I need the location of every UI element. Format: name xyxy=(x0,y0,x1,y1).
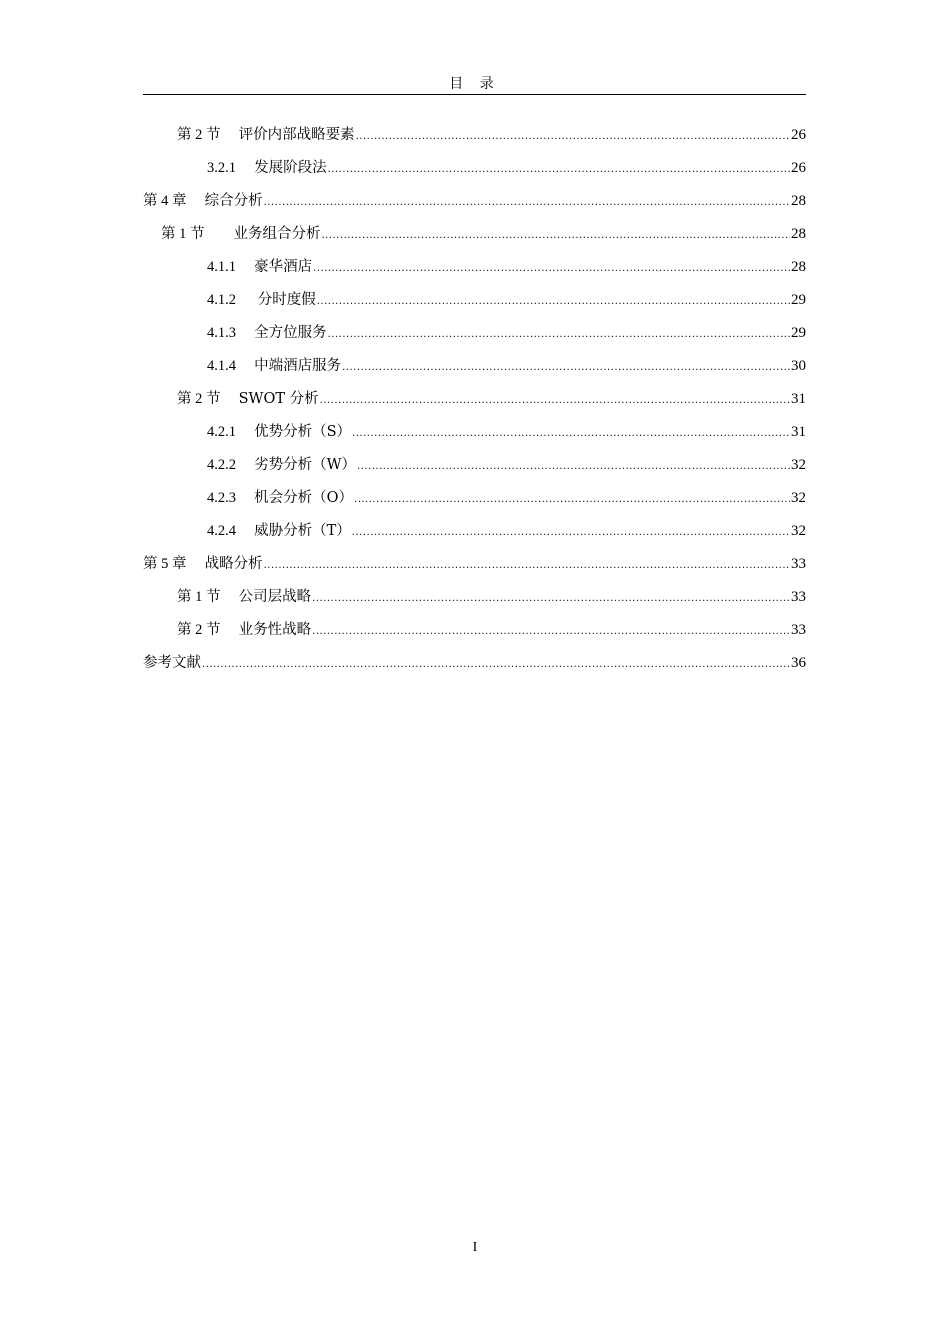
toc-entry-title: 机会分析（O） xyxy=(254,490,354,506)
toc-entry-page: 28 xyxy=(791,226,806,242)
toc-entry-gap xyxy=(236,157,254,179)
toc-entry-number: 4.1.3 xyxy=(207,325,236,341)
toc-entry-title: 优势分析（S） xyxy=(254,424,352,440)
toc-entry-gap xyxy=(236,520,254,542)
toc-entry-page: 28 xyxy=(791,259,806,275)
toc-dot-leader xyxy=(352,522,790,544)
toc-entry-gap xyxy=(236,487,254,509)
toc-entry[interactable] xyxy=(143,586,806,619)
toc-entry-title: 全方位服务 xyxy=(254,325,327,341)
toc-entry-page: 28 xyxy=(791,193,806,209)
toc-dot-leader xyxy=(357,456,790,478)
toc-entry-title: 豪华酒店 xyxy=(254,259,313,275)
toc-entry-title: 业务组合分析 xyxy=(233,226,321,242)
toc-entry-number: 第 1 节 xyxy=(161,226,205,242)
toc-entry-page: 33 xyxy=(791,589,806,605)
toc-dot-leader xyxy=(356,126,790,148)
toc-dot-leader xyxy=(320,390,790,412)
toc-entry-title: 参考文献 xyxy=(143,655,201,671)
toc-entry-page: 31 xyxy=(791,391,806,407)
toc-entry[interactable] xyxy=(143,190,806,223)
toc-entry-page: 32 xyxy=(791,523,806,539)
toc-entry[interactable] xyxy=(143,619,806,652)
toc-entry-title: 公司层战略 xyxy=(238,589,312,605)
toc-entry-gap xyxy=(187,553,205,575)
toc-dot-leader xyxy=(312,621,790,643)
toc-entry-number: 4.1.4 xyxy=(207,358,236,374)
header-rule xyxy=(143,94,806,95)
toc-entry-number: 3.2.1 xyxy=(207,160,236,176)
toc-entry[interactable] xyxy=(143,421,806,454)
toc-entry-gap xyxy=(236,355,254,377)
toc-entry[interactable] xyxy=(143,553,806,586)
toc-entry-number: 4.1.1 xyxy=(207,259,236,275)
toc-dot-leader xyxy=(312,588,790,610)
toc-entry-gap xyxy=(236,256,254,278)
toc-entry-number: 4.2.2 xyxy=(207,457,236,473)
toc-entry-gap xyxy=(236,322,254,344)
toc-entry-page: 33 xyxy=(791,556,806,572)
toc-entry[interactable] xyxy=(143,520,806,553)
toc-entry-page: 32 xyxy=(791,490,806,506)
toc-entry-number: 4.2.1 xyxy=(207,424,236,440)
toc-dot-leader xyxy=(264,192,790,214)
toc-entry-gap xyxy=(187,190,205,212)
toc-entry[interactable] xyxy=(143,454,806,487)
toc-entry-number: 4.2.4 xyxy=(207,523,236,539)
toc-entry-title: 分时度假 xyxy=(257,292,316,308)
toc-entry-page: 36 xyxy=(791,655,806,671)
toc-dot-leader xyxy=(352,423,790,445)
toc-entry-number: 4.1.2 xyxy=(207,292,236,308)
toc-entry-page: 31 xyxy=(791,424,806,440)
toc-dot-leader xyxy=(354,489,790,511)
toc-entry-gap xyxy=(236,421,254,443)
toc-dot-leader xyxy=(328,324,790,346)
toc-entry-page: 26 xyxy=(791,160,806,176)
toc-entry-number: 4.2.3 xyxy=(207,490,236,506)
header-title: 目 录 xyxy=(449,76,500,92)
toc-dot-leader xyxy=(342,357,790,379)
toc-dot-leader xyxy=(322,225,791,247)
toc-dot-leader xyxy=(328,159,790,181)
toc-entry[interactable] xyxy=(143,256,806,289)
toc-entry-number: 第 1 节 xyxy=(177,589,221,605)
toc-entry-title: 战略分析 xyxy=(204,556,263,572)
toc-entry-page: 32 xyxy=(791,457,806,473)
toc-entry[interactable] xyxy=(143,487,806,520)
toc-dot-leader xyxy=(317,291,790,313)
toc-entry[interactable] xyxy=(143,223,806,256)
toc-entry-number: 第 4 章 xyxy=(143,193,187,209)
toc-entry-title: 业务性战略 xyxy=(238,622,312,638)
toc-entry-title: 劣势分析（W） xyxy=(254,457,357,473)
toc-entry[interactable] xyxy=(143,124,806,157)
toc-entry-gap xyxy=(205,223,234,245)
toc-entry-page: 30 xyxy=(791,358,806,374)
toc-entry[interactable] xyxy=(143,322,806,355)
toc-entry-number: 第 5 章 xyxy=(143,556,187,572)
toc-entry[interactable] xyxy=(143,652,806,685)
toc-entry-gap xyxy=(221,388,239,410)
toc-entry-title: 评价内部战略要素 xyxy=(238,127,355,143)
toc-entry-gap xyxy=(236,289,258,311)
toc-entry-title: 发展阶段法 xyxy=(254,160,327,176)
toc-entry-page: 26 xyxy=(791,127,806,143)
toc-entry-page: 29 xyxy=(791,292,806,308)
toc-entry-number: 第 2 节 xyxy=(177,127,221,143)
toc-entry-number: 第 2 节 xyxy=(177,622,221,638)
toc-entry-page: 33 xyxy=(791,622,806,638)
toc-entry-gap xyxy=(221,586,239,608)
toc-dot-leader xyxy=(264,555,790,577)
toc-entry[interactable] xyxy=(143,388,806,421)
toc-entry[interactable] xyxy=(143,157,806,190)
toc-entry-title: 威胁分析（T） xyxy=(254,523,351,539)
toc-entry-number: 第 2 节 xyxy=(177,391,221,407)
page-number: I xyxy=(472,1240,478,1255)
toc-entry-title: 中端酒店服务 xyxy=(254,358,342,374)
toc-entry-page: 29 xyxy=(791,325,806,341)
toc-entry[interactable] xyxy=(143,289,806,322)
toc-entry-title: SWOT 分析 xyxy=(238,391,319,407)
toc-entry-gap xyxy=(221,619,239,641)
toc-dot-leader xyxy=(202,654,790,676)
toc-entry-title: 综合分析 xyxy=(204,193,263,209)
toc-dot-leader xyxy=(313,258,790,280)
page-header xyxy=(143,75,806,95)
toc-entry-gap xyxy=(236,454,254,476)
toc-entry[interactable] xyxy=(143,355,806,388)
table-of-contents xyxy=(143,124,806,685)
toc-entry-gap xyxy=(221,124,239,146)
